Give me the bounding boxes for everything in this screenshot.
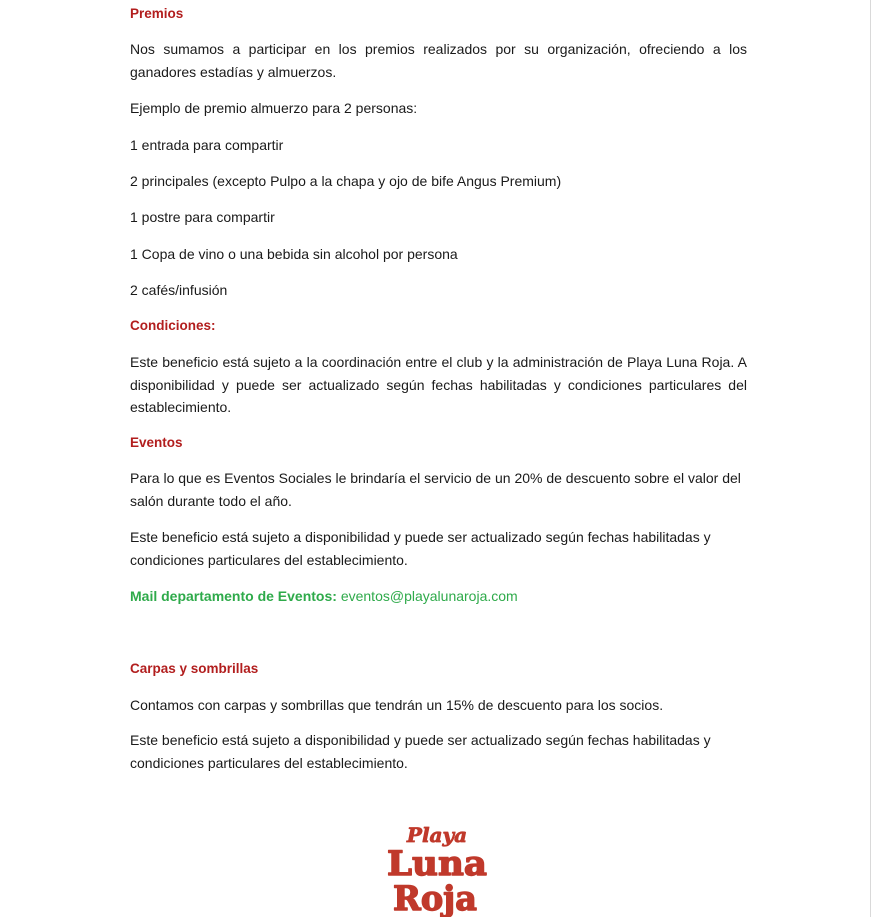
premios-item-4: 1 Copa de vino o una bebida sin alcohol por persona bbox=[130, 246, 458, 262]
page-edge bbox=[870, 0, 871, 917]
condiciones-text: Este beneficio está sujeto a la coordinación entre el club y la administración de Playa Luna Roja. A disponibilidad y puede ser actualizado según fechas habilitadas y condiciones particulares del establecimiento. bbox=[130, 354, 747, 415]
logo-word-luna: Luna bbox=[387, 844, 487, 884]
carpas-heading: Carpas y sombrillas bbox=[130, 661, 259, 676]
carpas-text-2: Este beneficio está sujeto a disponibilidad y puede ser actualizado según fechas habilitadas y condiciones particulares del establecimiento. bbox=[130, 732, 711, 771]
eventos-heading: Eventos bbox=[130, 435, 183, 450]
premios-item-1: 1 entrada para compartir bbox=[130, 137, 284, 153]
carpas-text-1: Contamos con carpas y sombrillas que tendrán un 15% de descuento para los socios. bbox=[130, 697, 664, 713]
premios-intro: Nos sumamos a participar en los premios realizados por su organización, ofreciendo a los ganadores estadías y almuerzos. bbox=[130, 41, 747, 80]
playa-luna-roja-logo bbox=[384, 820, 490, 917]
logo-word-playa: Playa bbox=[406, 823, 468, 847]
eventos-text-2: Este beneficio está sujeto a disponibilidad y puede ser actualizado según fechas habilitadas y condiciones particulares del establecimiento. bbox=[130, 529, 711, 568]
premios-item-3: 1 postre para compartir bbox=[130, 209, 275, 225]
premios-example: Ejemplo de premio almuerzo para 2 personas: bbox=[130, 100, 418, 116]
logo-word-roja: Roja bbox=[393, 879, 477, 917]
premios-heading: Premios bbox=[130, 6, 184, 21]
mail-link[interactable]: eventos@playalunaroja.com bbox=[340, 588, 518, 604]
eventos-mail-line bbox=[130, 585, 518, 607]
mail-label: Mail departamento de Eventos: bbox=[130, 588, 337, 604]
premios-item-5: 2 cafés/infusión bbox=[130, 282, 228, 298]
condiciones-heading: Condiciones: bbox=[130, 318, 216, 333]
premios-item-2: 2 principales (excepto Pulpo a la chapa y ojo de bife Angus Premium) bbox=[130, 173, 562, 189]
eventos-text-1: Para lo que es Eventos Sociales le brindaría el servicio de un 20% de descuento sobre el valor del salón durante todo el año. bbox=[130, 470, 741, 509]
logo-graphic bbox=[384, 820, 490, 917]
